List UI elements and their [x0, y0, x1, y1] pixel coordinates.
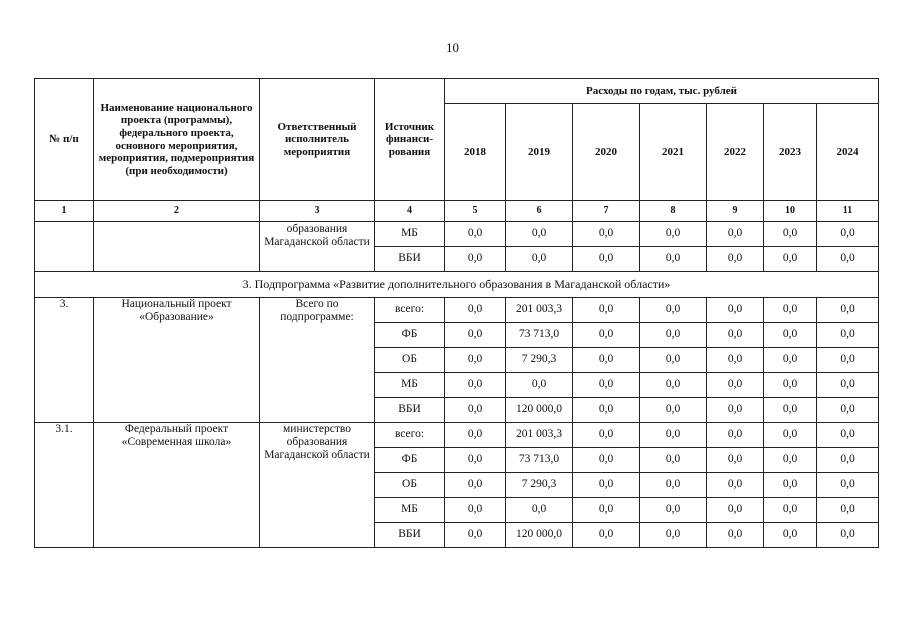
column-number: 9	[707, 201, 764, 222]
cell-value: 0,0	[707, 448, 764, 473]
cell-source: ВБИ	[375, 398, 445, 423]
header-source: Источник финанси-рования	[375, 79, 445, 201]
cell-value: 0,0	[817, 298, 879, 323]
header-year: 2023	[764, 104, 817, 201]
cell-value: 0,0	[445, 298, 506, 323]
cell-value: 0,0	[573, 498, 640, 523]
column-number: 7	[573, 201, 640, 222]
header-year: 2021	[640, 104, 707, 201]
cell-value: 0,0	[707, 323, 764, 348]
budget-table	[34, 78, 879, 548]
cell-value: 0,0	[707, 298, 764, 323]
cell-no: 3.1.	[35, 423, 94, 548]
table-row	[35, 298, 879, 323]
cell-value: 0,0	[445, 348, 506, 373]
cell-value: 0,0	[764, 247, 817, 272]
cell-value: 7 290,3	[506, 348, 573, 373]
column-number: 6	[506, 201, 573, 222]
column-number: 4	[375, 201, 445, 222]
cell-source: ФБ	[375, 323, 445, 348]
cell-value: 0,0	[506, 247, 573, 272]
cell-value: 0,0	[445, 323, 506, 348]
cell-value: 0,0	[817, 523, 879, 548]
column-number: 8	[640, 201, 707, 222]
cell-source: МБ	[375, 222, 445, 247]
subprogram-row	[35, 272, 879, 298]
cell-value: 0,0	[707, 222, 764, 247]
cell-value: 0,0	[707, 523, 764, 548]
cell-source: всего:	[375, 423, 445, 448]
cell-name: Федеральный проект «Современная школа»	[94, 423, 260, 548]
cell-value: 0,0	[764, 323, 817, 348]
cell-value: 0,0	[573, 222, 640, 247]
cell-value: 0,0	[445, 247, 506, 272]
cell-value: 0,0	[573, 348, 640, 373]
cell-value: 201 003,3	[506, 298, 573, 323]
cell-name	[94, 222, 260, 272]
cell-name: Национальный проект «Образование»	[94, 298, 260, 423]
cell-value: 0,0	[445, 473, 506, 498]
cell-value: 0,0	[817, 247, 879, 272]
cell-value: 0,0	[640, 247, 707, 272]
cell-value: 0,0	[817, 498, 879, 523]
cell-value: 0,0	[817, 448, 879, 473]
cell-value: 201 003,3	[506, 423, 573, 448]
cell-value: 0,0	[764, 222, 817, 247]
cell-executor: министерство образования Магаданской области	[260, 423, 375, 548]
cell-value: 0,0	[640, 323, 707, 348]
cell-value: 0,0	[817, 473, 879, 498]
cell-value: 120 000,0	[506, 523, 573, 548]
cell-value: 0,0	[573, 298, 640, 323]
cell-value: 0,0	[640, 348, 707, 373]
cell-value: 0,0	[573, 323, 640, 348]
header-year: 2019	[506, 104, 573, 201]
column-number: 1	[35, 201, 94, 222]
column-numbers-row	[35, 201, 879, 222]
column-number: 2	[94, 201, 260, 222]
header-no: № п/п	[35, 79, 94, 201]
column-number: 10	[764, 201, 817, 222]
cell-value: 0,0	[707, 247, 764, 272]
cell-value: 0,0	[445, 373, 506, 398]
cell-value: 0,0	[817, 398, 879, 423]
cell-value: 0,0	[506, 373, 573, 398]
cell-value: 0,0	[573, 473, 640, 498]
cell-value: 0,0	[764, 448, 817, 473]
cell-value: 0,0	[573, 448, 640, 473]
cell-value: 0,0	[707, 373, 764, 398]
cell-value: 0,0	[506, 498, 573, 523]
cell-value: 120 000,0	[506, 398, 573, 423]
cell-value: 0,0	[764, 473, 817, 498]
cell-value: 0,0	[640, 373, 707, 398]
cell-value: 0,0	[764, 298, 817, 323]
cell-no: 3.	[35, 298, 94, 423]
page-number: 10	[446, 40, 459, 55]
header-expenses: Расходы по годам, тыс. рублей	[445, 79, 879, 104]
table-row	[35, 423, 879, 448]
cell-value: 0,0	[764, 373, 817, 398]
cell-no	[35, 222, 94, 272]
cell-value: 0,0	[640, 298, 707, 323]
cell-source: ФБ	[375, 448, 445, 473]
cell-value: 0,0	[707, 398, 764, 423]
cell-value: 0,0	[573, 523, 640, 548]
column-number: 3	[260, 201, 375, 222]
cell-value: 0,0	[640, 222, 707, 247]
cell-value: 7 290,3	[506, 473, 573, 498]
cell-value: 0,0	[817, 323, 879, 348]
cell-value: 0,0	[640, 423, 707, 448]
cell-value: 0,0	[707, 348, 764, 373]
cell-value: 0,0	[445, 448, 506, 473]
subprogram-title: 3. Подпрограмма «Развитие дополнительного образования в Магаданской области»	[35, 272, 879, 298]
cell-value: 0,0	[817, 348, 879, 373]
cell-value: 73 713,0	[506, 323, 573, 348]
cell-value: 0,0	[445, 498, 506, 523]
cell-value: 0,0	[707, 473, 764, 498]
cell-value: 0,0	[640, 473, 707, 498]
header-row	[35, 79, 879, 104]
cell-value: 0,0	[764, 398, 817, 423]
header-executor: Ответственный исполнитель мероприятия	[260, 79, 375, 201]
cell-value: 0,0	[764, 423, 817, 448]
cell-source: ОБ	[375, 473, 445, 498]
cell-value: 0,0	[764, 348, 817, 373]
cell-executor: Всего по подпрограмме:	[260, 298, 375, 423]
cell-value: 0,0	[817, 373, 879, 398]
header-year: 2024	[817, 104, 879, 201]
cell-value: 0,0	[573, 247, 640, 272]
cell-value: 0,0	[640, 523, 707, 548]
header-year: 2018	[445, 104, 506, 201]
cell-value: 0,0	[707, 423, 764, 448]
cell-value: 0,0	[707, 498, 764, 523]
cell-source: ВБИ	[375, 247, 445, 272]
cell-source: ОБ	[375, 348, 445, 373]
table-row	[35, 222, 879, 247]
cell-value: 0,0	[506, 222, 573, 247]
cell-value: 73 713,0	[506, 448, 573, 473]
cell-value: 0,0	[640, 448, 707, 473]
cell-source: ВБИ	[375, 523, 445, 548]
cell-value: 0,0	[640, 498, 707, 523]
cell-value: 0,0	[640, 398, 707, 423]
column-number: 5	[445, 201, 506, 222]
cell-value: 0,0	[817, 423, 879, 448]
cell-value: 0,0	[764, 498, 817, 523]
cell-value: 0,0	[573, 423, 640, 448]
cell-value: 0,0	[573, 398, 640, 423]
header-year: 2020	[573, 104, 640, 201]
cell-value: 0,0	[764, 523, 817, 548]
cell-value: 0,0	[445, 423, 506, 448]
cell-executor: образования Магаданской области	[260, 222, 375, 272]
cell-value: 0,0	[445, 222, 506, 247]
header-year: 2022	[707, 104, 764, 201]
cell-source: МБ	[375, 373, 445, 398]
cell-source: МБ	[375, 498, 445, 523]
cell-value: 0,0	[445, 398, 506, 423]
cell-source: всего:	[375, 298, 445, 323]
cell-value: 0,0	[817, 222, 879, 247]
cell-value: 0,0	[445, 523, 506, 548]
cell-value: 0,0	[573, 373, 640, 398]
column-number: 11	[817, 201, 879, 222]
header-name: Наименование национального проекта (программы), федерального проекта, основного мероприятия, мероприятия, подмероприятия (при необходимости)	[94, 79, 260, 201]
